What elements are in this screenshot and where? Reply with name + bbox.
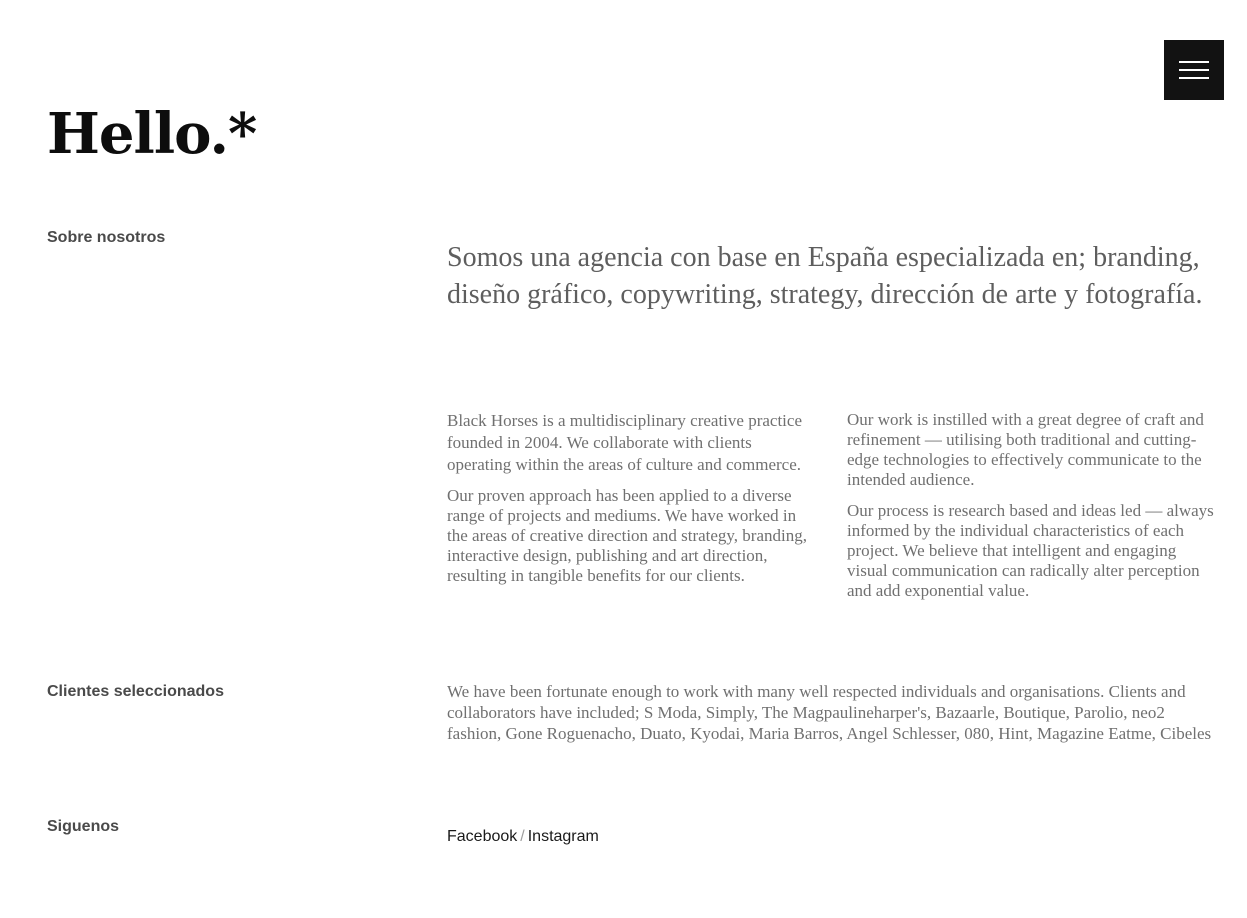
- page-title: Hello.*: [47, 101, 257, 167]
- social-links: [447, 827, 599, 847]
- link-separator: /: [520, 828, 525, 845]
- facebook-link[interactable]: Facebook: [447, 828, 518, 845]
- section-label-clients: Clientes seleccionados: [47, 683, 224, 700]
- section-label-about: Sobre nosotros: [47, 229, 166, 246]
- section-label-follow: Siguenos: [47, 818, 120, 835]
- about-lead-text: Somos una agencia con base en España especializada en; branding, diseño gráfico, copywriting, strategy, dirección de arte y fotografía.: [447, 242, 1203, 310]
- menu-button[interactable]: [1164, 40, 1224, 100]
- about-paragraph: Our work is instilled with a great degree of craft and refinement — utilising both traditional and cutting-edge technologies to effectively communicate to the intended audience.: [847, 410, 1204, 489]
- about-paragraph: Black Horses is a multidisciplinary creative practice founded in 2004. We collaborate with clients operating within the areas of culture and commerce.: [447, 411, 802, 474]
- hamburger-menu-icon: [1179, 61, 1209, 63]
- instagram-link[interactable]: Instagram: [527, 828, 599, 845]
- about-column-right: [847, 410, 1219, 611]
- about-paragraph: Our proven approach has been applied to a diverse range of projects and mediums. We have worked in the areas of creative direction and strategy, branding, interactive design, publishing and art direction, resulting in tangible benefits for our clients.: [447, 486, 807, 585]
- clients-text: We have been fortunate enough to work with many well respected individuals and organisations. Clients and collaborators have included; S Moda, Simply, The Magpaulineharper's, Bazaarle, Boutique, Parolio, neo2 fashion, Gone Roguenacho, Duato, Kyodai, Maria Barros, Angel Schlesser, 080, Hint, Magazine Eatme, Cibeles: [447, 682, 1212, 743]
- about-paragraph: Our process is research based and ideas led — always informed by the individual characteristics of each project. We believe that intelligent and engaging visual communication can radically alter perception and add exponential value.: [847, 501, 1214, 600]
- about-column-left: [447, 410, 819, 596]
- hamburger-menu-icon-bottom-bar: [1179, 77, 1209, 79]
- hamburger-menu-icon-middle-bar: [1179, 69, 1209, 71]
